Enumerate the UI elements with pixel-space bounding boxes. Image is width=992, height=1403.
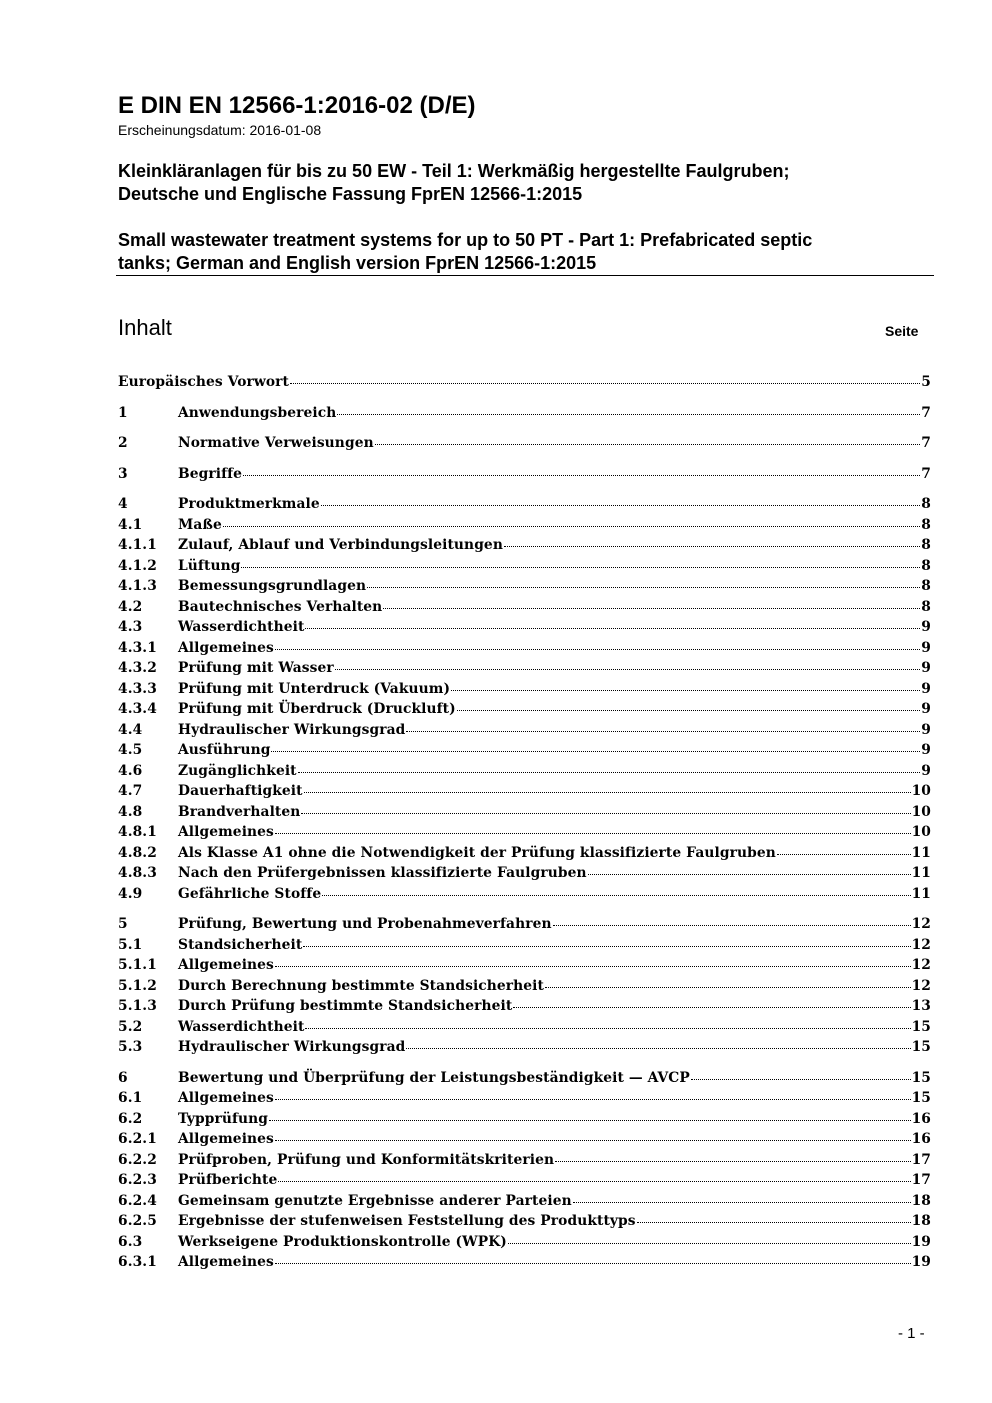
toc-entry-number: 4.1.1 — [118, 537, 157, 553]
toc-entry-number: 4.3.2 — [118, 660, 157, 676]
toc-entry-number: 5.1 — [118, 936, 143, 953]
toc-entry-page: 7 — [921, 404, 931, 421]
toc-dot-leader — [451, 690, 920, 691]
toc-entry-title: Typprüfung — [178, 1110, 269, 1127]
toc-entry-number: 6.3 — [118, 1233, 143, 1250]
toc-entry-title: Bewertung und Überprüfung der Leistungsbeständigkeit — AVCP — [178, 1069, 690, 1086]
toc-dot-leader — [508, 1243, 911, 1244]
toc-entry[interactable] — [118, 1191, 931, 1212]
toc-entry-number: 4.5 — [118, 742, 143, 758]
toc-entry-page: 9 — [921, 660, 931, 676]
german-title — [118, 160, 918, 206]
toc-entry-number: 5.1.3 — [118, 998, 157, 1014]
toc-dot-leader — [298, 772, 921, 773]
publication-date: Erscheinungsdatum: 2016-01-08 — [118, 122, 322, 138]
toc-entry-page: 17 — [911, 1172, 931, 1188]
toc-entry-page: 18 — [911, 1192, 931, 1209]
toc-dot-leader — [375, 444, 921, 445]
toc-entry-page: 12 — [911, 916, 931, 932]
toc-dot-leader — [513, 1007, 910, 1008]
toc-entry-title: Prüfung mit Wasser — [178, 660, 334, 676]
toc-entry[interactable] — [118, 996, 931, 1017]
toc-dot-leader — [406, 1048, 910, 1049]
toc-entry[interactable] — [118, 535, 931, 556]
toc-entry-title: Prüfung mit Überdruck (Druckluft) — [178, 701, 456, 717]
toc-entry-number: 5.1.2 — [118, 977, 157, 994]
toc-entry[interactable] — [118, 802, 931, 823]
toc-entry-number: 5.2 — [118, 1018, 143, 1035]
toc-entry-number: 5.1.1 — [118, 957, 157, 973]
toc-entry[interactable] — [118, 720, 931, 741]
toc-dot-leader — [269, 1120, 911, 1121]
toc-entry-page: 12 — [911, 957, 931, 973]
toc-entry-number: 4.3.3 — [118, 680, 157, 697]
toc-entry-number: 4.4 — [118, 721, 143, 738]
toc-entry-page: 5 — [921, 374, 931, 390]
toc-entry[interactable] — [118, 914, 931, 935]
toc-dot-leader — [275, 833, 911, 834]
toc-entry-title: Durch Berechnung bestimmte Standsicherheit — [178, 977, 544, 994]
toc-entry-title: Hydraulischer Wirkungsgrad — [178, 1039, 406, 1055]
toc-entry[interactable] — [118, 884, 931, 905]
toc-entry-number: 4.1.2 — [118, 557, 157, 574]
toc-entry-page: 19 — [911, 1254, 931, 1270]
toc-entry-number: 4.9 — [118, 885, 143, 902]
english-title-line: tanks; German and English version FprEN 12566-1:2015 — [118, 253, 597, 273]
toc-entry-page: 10 — [911, 824, 931, 840]
toc-entry-title: Europäisches Vorwort — [118, 374, 290, 390]
toc-dot-leader — [304, 792, 911, 793]
toc-entry-page: 11 — [911, 865, 931, 881]
toc-entry-title: Dauerhaftigkeit — [178, 783, 303, 799]
toc-entry-number: 6.2.3 — [118, 1172, 157, 1188]
toc-entry-title: Standsicherheit — [178, 936, 303, 953]
toc-entry-title: Maße — [178, 516, 222, 533]
toc-page-column-label: Seite — [885, 323, 919, 339]
toc-entry-page: 15 — [911, 1069, 931, 1086]
toc-entry[interactable] — [118, 1129, 931, 1150]
toc-entry[interactable] — [118, 1088, 931, 1109]
toc-entry[interactable] — [118, 843, 931, 864]
toc-entry-title: Hydraulischer Wirkungsgrad — [178, 721, 406, 738]
toc-entry-number: 1 — [118, 404, 128, 421]
toc-entry[interactable] — [118, 638, 931, 659]
table-of-contents — [118, 372, 931, 1273]
toc-entry[interactable] — [118, 781, 931, 802]
toc-entry-page: 8 — [921, 598, 931, 615]
toc-entry[interactable] — [118, 740, 931, 761]
toc-dot-leader — [301, 813, 910, 814]
toc-entry[interactable] — [118, 403, 931, 424]
toc-entry-title: Prüfberichte — [178, 1172, 278, 1188]
toc-dot-leader — [553, 925, 911, 926]
toc-entry-number: 5.3 — [118, 1039, 143, 1055]
toc-dot-leader — [241, 567, 920, 568]
toc-entry-title: Prüfung, Bewertung und Probenahmeverfahren — [178, 916, 552, 932]
toc-entry-page: 8 — [921, 578, 931, 594]
toc-entry-page: 10 — [911, 803, 931, 820]
toc-entry-page: 16 — [911, 1110, 931, 1127]
toc-entry[interactable] — [118, 576, 931, 597]
toc-entry-number: 6.2 — [118, 1110, 143, 1127]
toc-entry[interactable] — [118, 515, 931, 536]
toc-entry-title: Normative Verweisungen — [178, 435, 374, 451]
toc-entry-title: Als Klasse A1 ohne die Notwendigkeit der Prüfung klassifizierte Faulgruben — [178, 844, 776, 861]
toc-entry-title: Begriffe — [178, 465, 243, 482]
toc-entry-number: 4.8.1 — [118, 824, 157, 840]
toc-dot-leader — [367, 587, 920, 588]
toc-entry-page: 8 — [921, 537, 931, 553]
toc-entry-page: 19 — [911, 1233, 931, 1250]
toc-entry-title: Allgemeines — [178, 957, 274, 973]
toc-entry-number: 4.3.1 — [118, 639, 157, 656]
toc-entry-page: 9 — [921, 639, 931, 656]
toc-entry[interactable] — [118, 658, 931, 679]
toc-entry-title: Ergebnisse der stufenweisen Feststellung des Produkttyps — [178, 1213, 636, 1229]
toc-dot-leader — [275, 649, 920, 650]
toc-entry-number: 6.2.5 — [118, 1213, 157, 1229]
toc-dot-leader — [223, 526, 920, 527]
toc-dot-leader — [383, 608, 920, 609]
toc-entry-title: Durch Prüfung bestimmte Standsicherheit — [178, 998, 513, 1014]
english-title — [118, 229, 918, 275]
toc-entry-title: Brandverhalten — [178, 803, 301, 820]
toc-entry-title: Allgemeines — [178, 1131, 274, 1147]
toc-dot-leader — [305, 1028, 910, 1029]
toc-entry-page: 8 — [921, 516, 931, 533]
toc-dot-leader — [555, 1161, 911, 1162]
toc-entry-page: 12 — [911, 977, 931, 994]
header-divider — [116, 275, 934, 276]
page-number: - 1 - — [898, 1325, 925, 1342]
toc-entry-number: 6 — [118, 1069, 128, 1086]
toc-entry-number: 4.8.2 — [118, 844, 157, 861]
toc-entry-page: 9 — [921, 680, 931, 697]
toc-dot-leader — [777, 854, 911, 855]
toc-entry-title: Prüfung mit Unterdruck (Vakuum) — [178, 680, 451, 697]
toc-entry[interactable] — [118, 433, 931, 454]
toc-entry-number: 6.3.1 — [118, 1254, 157, 1270]
toc-entry-number: 4.3.4 — [118, 701, 157, 717]
toc-entry[interactable] — [118, 863, 931, 884]
english-title-line: Small wastewater treatment systems for up to 50 PT - Part 1: Prefabricated septic — [118, 230, 813, 250]
toc-entry-page: 15 — [911, 1039, 931, 1055]
toc-entry-title: Gemeinsam genutzte Ergebnisse anderer Parteien — [178, 1192, 572, 1209]
toc-entry-page: 11 — [911, 885, 931, 902]
toc-entry-page: 9 — [921, 619, 931, 635]
toc-entry-page: 8 — [921, 557, 931, 574]
toc-entry-page: 16 — [911, 1131, 931, 1147]
toc-entry[interactable] — [118, 1150, 931, 1171]
toc-entry-page: 7 — [921, 435, 931, 451]
german-title-line: Deutsche und Englische Fassung FprEN 12566-1:2015 — [118, 184, 583, 204]
toc-entry[interactable] — [118, 1037, 931, 1058]
toc-entry-number: 4 — [118, 496, 128, 512]
toc-entry[interactable] — [118, 955, 931, 976]
toc-entry-title: Allgemeines — [178, 1090, 274, 1106]
toc-entry[interactable] — [118, 1232, 931, 1253]
toc-dot-leader — [243, 475, 920, 476]
toc-entry-page: 15 — [911, 1090, 931, 1106]
toc-entry-page: 9 — [921, 762, 931, 779]
toc-entry-page: 15 — [911, 1018, 931, 1035]
toc-dot-leader — [504, 546, 920, 547]
toc-entry-number: 4.1.3 — [118, 578, 157, 594]
toc-entry-number: 4.3 — [118, 619, 143, 635]
toc-dot-leader — [275, 966, 911, 967]
toc-entry-number: 6.1 — [118, 1090, 143, 1106]
toc-entry-number: 4.8 — [118, 803, 143, 820]
toc-entry-page: 9 — [921, 721, 931, 738]
toc-entry-number: 6.2.4 — [118, 1192, 157, 1209]
toc-entry[interactable] — [118, 494, 931, 515]
toc-entry-number: 4.8.3 — [118, 865, 157, 881]
toc-entry-title: Wasserdichtheit — [178, 1018, 305, 1035]
toc-entry-number: 2 — [118, 435, 128, 451]
toc-dot-leader — [290, 383, 920, 384]
toc-entry[interactable] — [118, 976, 931, 997]
toc-dot-leader — [545, 987, 911, 988]
toc-entry-title: Prüfproben, Prüfung und Konformitätskriterien — [178, 1151, 555, 1168]
toc-dot-leader — [275, 1263, 911, 1264]
toc-entry[interactable] — [118, 464, 931, 485]
toc-entry-title: Bemessungsgrundlagen — [178, 578, 367, 594]
toc-entry[interactable] — [118, 699, 931, 720]
toc-entry-number: 4.2 — [118, 598, 143, 615]
toc-entry-number: 3 — [118, 465, 128, 482]
toc-entry[interactable] — [118, 1170, 931, 1191]
toc-entry-title: Allgemeines — [178, 1254, 274, 1270]
toc-entry-title: Ausführung — [178, 742, 271, 758]
toc-entry-page: 8 — [921, 496, 931, 512]
toc-entry[interactable] — [118, 617, 931, 638]
toc-dot-leader — [303, 946, 910, 947]
german-title-line: Kleinkläranlagen für bis zu 50 EW - Teil 1: Werkmäßig hergestellte Faulgruben; — [118, 161, 790, 181]
toc-dot-leader — [335, 669, 921, 670]
toc-dot-leader — [337, 414, 920, 415]
standard-title: E DIN EN 12566-1:2016-02 (D/E) — [118, 92, 476, 119]
toc-dot-leader — [305, 628, 920, 629]
toc-entry[interactable] — [118, 1068, 931, 1089]
toc-entry-page: 18 — [911, 1213, 931, 1229]
toc-entry[interactable] — [118, 822, 931, 843]
toc-dot-leader — [275, 1099, 911, 1100]
toc-entry[interactable] — [118, 679, 931, 700]
toc-entry[interactable] — [118, 761, 931, 782]
toc-entry[interactable] — [118, 556, 931, 577]
toc-entry[interactable] — [118, 1017, 931, 1038]
toc-entry-title: Bautechnisches Verhalten — [178, 598, 383, 615]
toc-entry[interactable] — [118, 1211, 931, 1232]
toc-dot-leader — [275, 1140, 911, 1141]
toc-entry-page: 7 — [921, 465, 931, 482]
toc-entry[interactable] — [118, 597, 931, 618]
toc-dot-leader — [637, 1222, 911, 1223]
toc-entry-title: Zulauf, Ablauf und Verbindungsleitungen — [178, 537, 503, 553]
toc-dot-leader — [406, 731, 920, 732]
toc-entry-number: 4.1 — [118, 516, 143, 533]
toc-entry-number: 4.7 — [118, 783, 143, 799]
toc-dot-leader — [457, 710, 921, 711]
toc-entry-page: 11 — [911, 844, 931, 861]
toc-entry-title: Werkseigene Produktionskontrolle (WPK) — [178, 1233, 507, 1250]
toc-entry[interactable] — [118, 372, 931, 393]
toc-entry-page: 13 — [911, 998, 931, 1014]
toc-entry-title: Produktmerkmale — [178, 496, 320, 512]
toc-entry-page: 9 — [921, 701, 931, 717]
toc-entry[interactable] — [118, 1109, 931, 1130]
toc-entry-number: 6.2.1 — [118, 1131, 157, 1147]
toc-entry-title: Zugänglichkeit — [178, 762, 297, 779]
toc-entry-title: Nach den Prüfergebnissen klassifizierte Faulgruben — [178, 865, 587, 881]
toc-dot-leader — [271, 751, 920, 752]
toc-entry-page: 17 — [911, 1151, 931, 1168]
toc-dot-leader — [588, 874, 911, 875]
toc-entry-title: Wasserdichtheit — [178, 619, 305, 635]
toc-entry-page: 12 — [911, 936, 931, 953]
toc-entry-number: 5 — [118, 916, 128, 932]
toc-entry-title: Gefährliche Stoffe — [178, 885, 322, 902]
toc-entry[interactable] — [118, 935, 931, 956]
toc-entry-number: 6.2.2 — [118, 1151, 157, 1168]
toc-entry-title: Lüftung — [178, 557, 241, 574]
toc-dot-leader — [573, 1202, 911, 1203]
toc-dot-leader — [322, 895, 910, 896]
toc-dot-leader — [691, 1079, 911, 1080]
toc-entry-title: Allgemeines — [178, 824, 274, 840]
toc-dot-leader — [278, 1181, 910, 1182]
toc-entry-page: 10 — [911, 783, 931, 799]
toc-entry-title: Anwendungsbereich — [178, 404, 337, 421]
toc-entry-page: 9 — [921, 742, 931, 758]
toc-entry-title: Allgemeines — [178, 639, 274, 656]
toc-heading: Inhalt — [118, 315, 172, 340]
toc-entry-number: 4.6 — [118, 762, 143, 779]
toc-dot-leader — [321, 505, 921, 506]
toc-entry[interactable] — [118, 1252, 931, 1273]
